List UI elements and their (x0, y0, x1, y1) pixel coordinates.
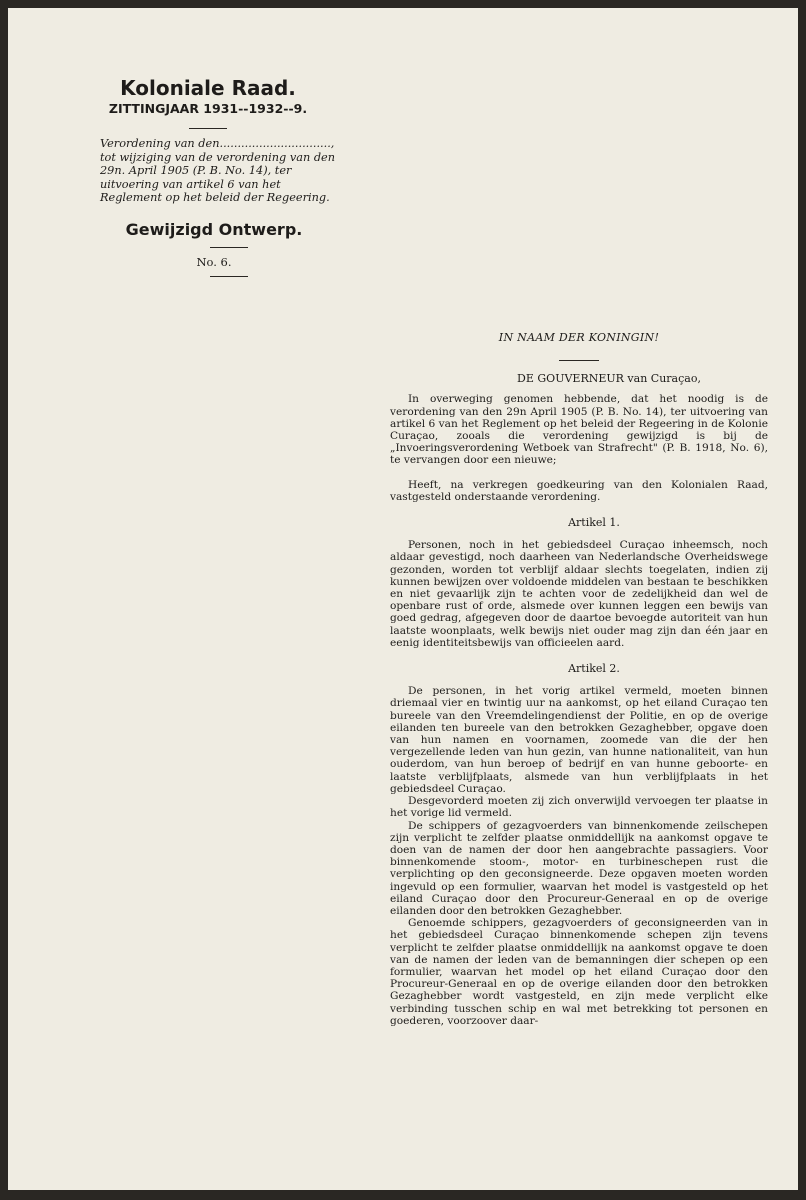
divider (559, 360, 599, 361)
ordinance-text (390, 328, 768, 1027)
preamble-enactment: Heeft, na verkregen goedkeuring van den Kolonialen Raad, vastgesteld onderstaande verordening. (390, 478, 768, 503)
article-2-paragraph-2: Desgevorderd moeten zij zich onverwijld vervoegen ter plaatse in het vorige lid vermeld. (390, 795, 768, 820)
article-1-heading: Artikel 1. (568, 516, 620, 530)
ordinance-description: Verordening van den..............................., tot wijziging van de verordening van den 29n. April 1905 (P. B. No. 14), ter uitvoering van artikel 6 van het Reglement op het beleid der Regeering. (100, 137, 336, 204)
session-year: ZITTINGJAAR 1931--1932--9. (108, 101, 308, 116)
preamble-consideration: In overweging genomen hebbende, dat het noodig is de verordening van den 29n April 1905 (P. B. No. 14), ter uitvoering van artikel 6 van het Reglement op het beleid der Regeering in de Kolonie Curaçao, zooals die verordening gewijzigd is bij de „Invoeringsverordening Wetboek van Strafrecht" (P. B. 1918, No. 6), te vervangen door een nieuwe; (390, 393, 768, 467)
council-title: Koloniale Raad. (120, 76, 296, 100)
article-2-paragraph-4: Genoemde schippers, gezagvoerders of geconsigneerden van in het gebiedsdeel Curaçao binnenkomende schepen zijn tevens verplicht te zelfder plaatse onmiddellijk na aankomst opgave te doen van de namen der leden van de bemanningen dier schepen op een formulier, waarvan het model op het eiland Curaçao door den Procureur-Generaal en op de overige eilanden door den betrokken Gezaghebber wordt vastgesteld, en zijn mede verplicht elke verbinding tusschen schip en wal met betrekking tot personen en goederen, voorzoover daar- (390, 917, 768, 1027)
draft-status: Gewijzigd Ontwerp. (125, 219, 303, 239)
divider (189, 128, 227, 129)
document-page (8, 8, 798, 1190)
article-1-text: Personen, noch in het gebiedsdeel Curaçao inheemsch, noch aldaar gevestigd, noch daarheen van Nederlandsche Overheidswege gezonden, worden tot verblijf aldaar slechts toegelaten, indien zij kunnen bewijzen over voldoende middelen van bestaan te beschikken en niet gevaarlijk zijn te achten voor de zedelijkheid dan wel de openbare rust of orde, alsmede over kunnen leggen een bewijs van goed gedrag, afgegeven door de daartoe bevoegde autoriteit van hun laatste woonplaats, welk bewijs niet ouder mag zijn dan één jaar en eenig identiteitsbewijs van officieelen aard. (390, 539, 768, 649)
article-2-paragraph-1: De personen, in het vorig artikel vermeld, moeten binnen driemaal vier en twintig uur na aankomst, op het eiland Curaçao ten bureele van den Vreemdelingendienst der Politie, en op de overige eilanden ten bureele van den betrokken Gezaghebber, opgave doen van hun namen en voornamen, zoomede van die der hen vergezellende leden van hun gezin, van hunne nationaliteit, van hun ouderdom, van hun beroep of bedrijf en van hunne geboorte- en laatste verblijfplaats, alsmede van hun verblijfplaats in het gebiedsdeel Curaçao. (390, 685, 768, 795)
article-2-heading: Artikel 2. (568, 662, 620, 676)
article-2-paragraph-3: De schippers of gezagvoerders van binnenkomende zeilschepen zijn verplicht te zelfder plaatse onmiddellijk na aankomst opgave te doen van de namen der door hen aangebrachte passagiers. Voor binnenkomende stoom-, motor- en turbineschepen rust die verplichting op den geconsigneerde. Deze opgaven moeten worden ingevuld op een formulier, waarvan het model is vastgesteld op het eiland Curaçao door den Procureur-Generaal en op de overige eilanden door den betrokken Gezaghebber. (390, 819, 768, 917)
invocation: IN NAAM DER KONINGIN! (498, 331, 660, 344)
document-number: No. 6. (196, 254, 232, 269)
divider (210, 276, 248, 277)
governor-heading: DE GOUVERNEUR van Curaçao, (517, 372, 701, 386)
header-block (70, 76, 346, 283)
divider (210, 247, 248, 248)
